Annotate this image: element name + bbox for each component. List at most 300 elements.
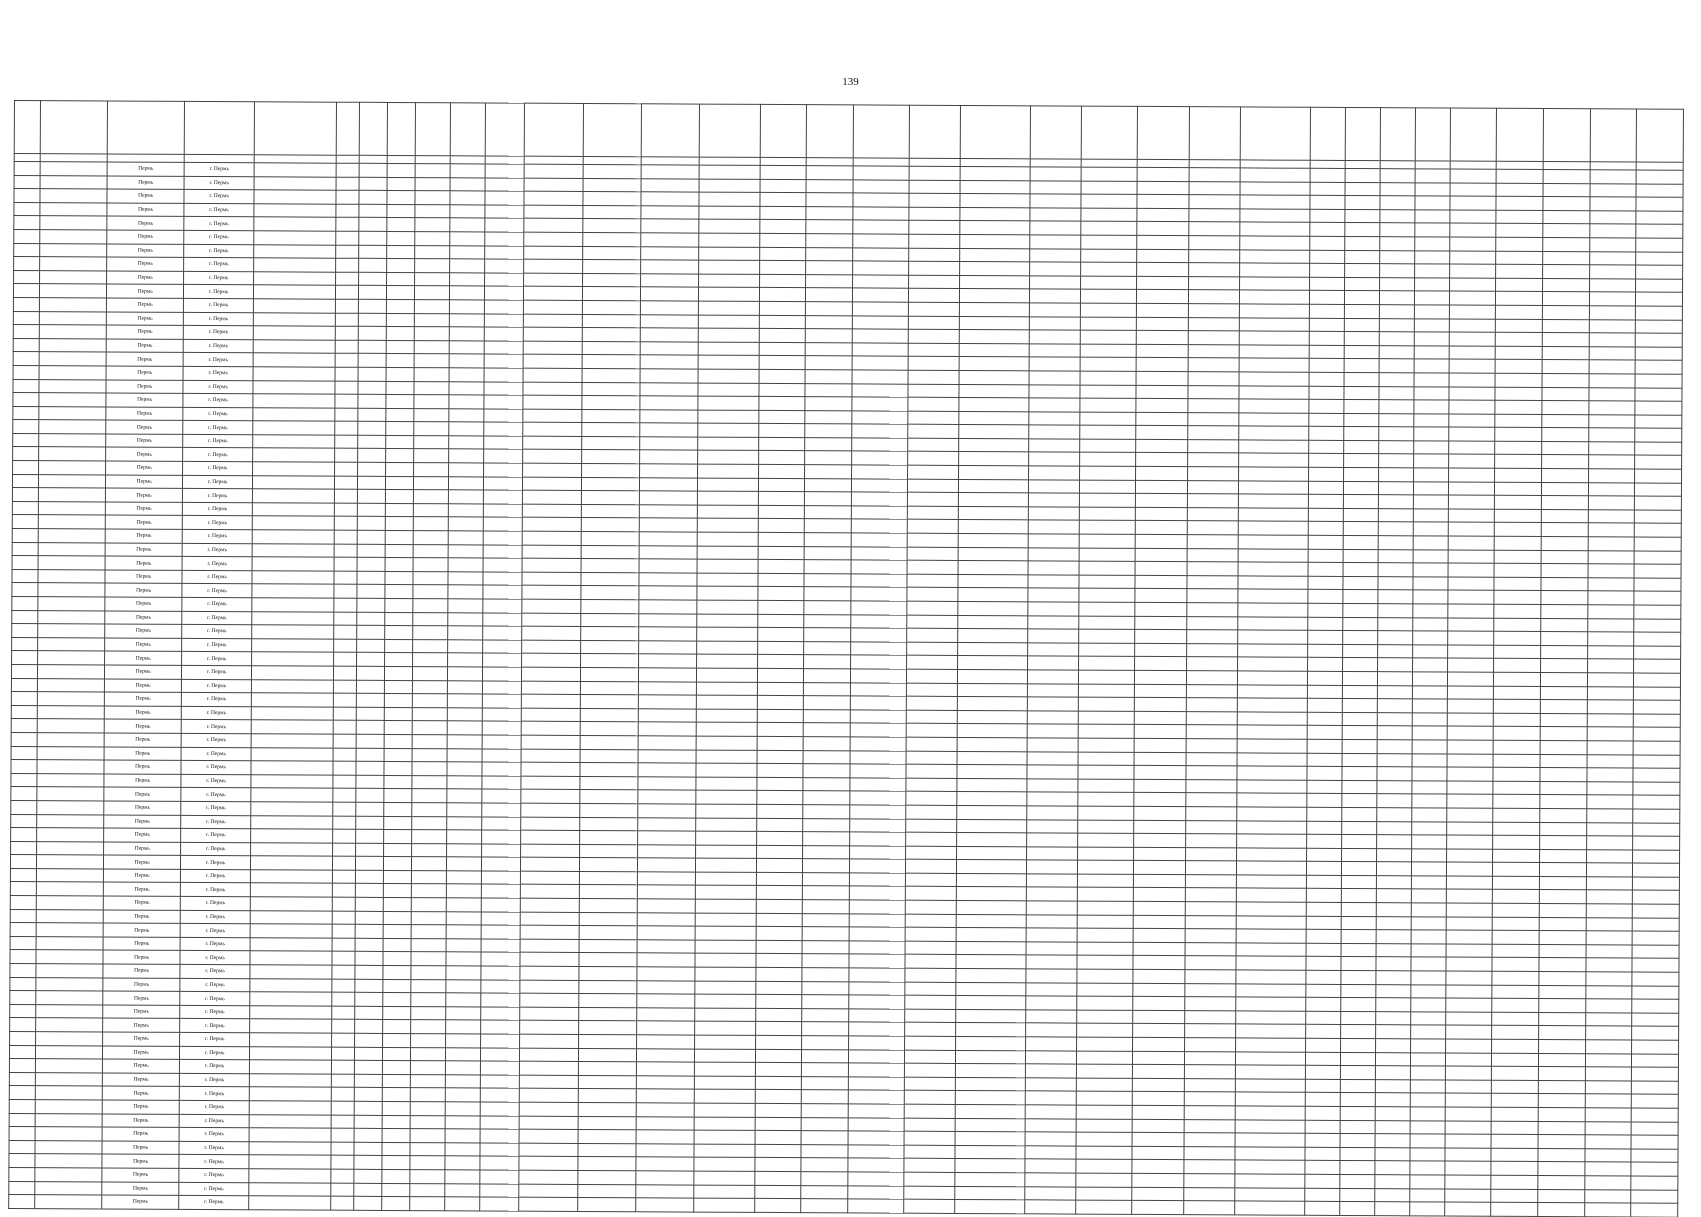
table-cell — [1344, 264, 1379, 278]
table-cell — [1539, 863, 1586, 877]
table-cell — [14, 202, 40, 216]
table-cell: Пермь — [107, 271, 184, 285]
table-cell — [1539, 972, 1586, 986]
table-cell — [1308, 535, 1343, 549]
table-cell — [1632, 1026, 1679, 1040]
table-cell — [1378, 508, 1413, 522]
table-cell — [639, 586, 697, 600]
table-cell — [850, 669, 906, 683]
table-cell — [577, 1184, 635, 1198]
table-cell — [906, 737, 957, 751]
table-cell — [1080, 534, 1136, 548]
table-cell — [1310, 236, 1345, 250]
table-cell: г. Пермь — [179, 1182, 249, 1196]
table-cell — [10, 991, 36, 1005]
table-cell — [907, 601, 958, 615]
table-cell — [1448, 536, 1495, 550]
table-cell — [579, 803, 637, 817]
table-cell — [1413, 549, 1448, 563]
table-cell — [1308, 495, 1343, 509]
table-cell — [1186, 684, 1237, 698]
table-cell — [1183, 1174, 1234, 1188]
table-cell — [1540, 781, 1587, 795]
table-cell — [485, 164, 525, 178]
table-cell — [522, 586, 580, 600]
table-cell — [807, 166, 854, 180]
table-cell — [760, 206, 807, 220]
table-cell — [412, 775, 447, 789]
table-cell — [1239, 426, 1309, 440]
table-cell — [638, 749, 696, 763]
table-cell — [803, 777, 850, 791]
table-cell — [522, 694, 580, 708]
table-cell — [35, 1032, 103, 1046]
table-cell — [249, 1141, 331, 1155]
table-cell — [331, 1060, 354, 1074]
table-cell: г. Пермь — [181, 761, 251, 775]
table-cell — [1029, 452, 1080, 466]
table-cell — [802, 981, 849, 995]
column-number-cell — [1380, 161, 1415, 169]
table-cell — [254, 244, 336, 258]
table-cell — [1341, 930, 1376, 944]
table-cell — [804, 669, 851, 683]
table-cell — [957, 846, 1027, 860]
table-cell — [1413, 590, 1448, 604]
table-cell — [479, 1197, 519, 1211]
table-cell — [1306, 902, 1341, 916]
table-cell — [1135, 643, 1186, 657]
table-cell — [1411, 971, 1446, 985]
header-cell — [1082, 106, 1138, 159]
table-cell — [450, 191, 485, 205]
table-cell — [480, 1116, 520, 1130]
table-cell — [447, 775, 482, 789]
table-cell: г. Пермь — [181, 842, 251, 856]
table-cell — [640, 409, 698, 423]
table-cell: Пермь — [104, 733, 181, 747]
table-cell — [1343, 481, 1378, 495]
table-cell — [11, 773, 37, 787]
table-cell — [481, 884, 521, 898]
table-cell — [1492, 1026, 1539, 1040]
table-cell — [1186, 779, 1237, 793]
table-cell — [1496, 251, 1543, 265]
table-cell — [805, 546, 852, 560]
table-cell — [1380, 223, 1415, 237]
table-cell — [1411, 849, 1446, 863]
table-cell: г. Пермь — [183, 326, 253, 340]
table-cell — [483, 436, 523, 450]
table-cell — [1447, 631, 1494, 645]
table-cell — [522, 613, 580, 627]
table-cell — [581, 599, 639, 613]
table-cell — [1492, 1012, 1539, 1026]
header-cell — [1380, 108, 1415, 161]
table-cell — [1590, 183, 1637, 197]
table-cell — [9, 1113, 35, 1127]
table-cell: Пермь — [107, 257, 184, 271]
table-cell — [1137, 222, 1188, 236]
table-cell — [355, 911, 383, 925]
table-cell — [1238, 630, 1308, 644]
table-cell — [1078, 820, 1134, 834]
table-cell — [638, 681, 696, 695]
table-cell — [853, 179, 909, 193]
table-cell — [12, 488, 38, 502]
table-cell — [35, 977, 103, 991]
table-cell — [906, 710, 957, 724]
table-cell — [1026, 1010, 1077, 1024]
table-cell — [1414, 237, 1449, 251]
table-cell — [802, 1117, 849, 1131]
table-cell — [252, 666, 334, 680]
table-cell — [449, 408, 484, 422]
table-cell — [760, 165, 807, 179]
table-cell — [1078, 928, 1134, 942]
table-cell — [1410, 1161, 1445, 1175]
table-cell — [523, 422, 581, 436]
table-cell — [35, 1113, 103, 1127]
table-cell — [955, 1145, 1025, 1159]
table-cell — [1344, 250, 1379, 264]
table-cell — [9, 1154, 35, 1168]
table-cell — [1376, 862, 1411, 876]
table-cell — [1586, 809, 1633, 823]
table-cell — [449, 368, 484, 382]
table-cell — [1541, 618, 1588, 632]
table-cell — [581, 518, 639, 532]
table-cell — [1542, 319, 1589, 333]
table-cell — [484, 286, 524, 300]
table-cell — [1493, 767, 1540, 781]
table-cell — [1447, 672, 1494, 686]
table-cell — [447, 708, 482, 722]
table-cell — [412, 762, 447, 776]
table-cell — [480, 1170, 520, 1184]
column-number-cell — [14, 154, 40, 162]
table-cell — [1586, 890, 1633, 904]
table-cell — [335, 218, 358, 232]
column-number-cell — [1030, 159, 1081, 167]
table-cell — [1492, 917, 1539, 931]
table-cell — [249, 1155, 331, 1169]
table-cell — [1235, 1174, 1305, 1188]
table-cell — [445, 1102, 480, 1116]
table-cell — [412, 707, 447, 721]
table-cell — [1076, 1173, 1132, 1187]
table-cell — [449, 273, 484, 287]
table-cell — [1079, 629, 1135, 643]
table-cell — [521, 898, 579, 912]
table-cell: г. Пермь — [180, 964, 250, 978]
table-cell — [383, 979, 411, 993]
table-cell — [1492, 1039, 1539, 1053]
table-cell — [39, 284, 107, 298]
table-cell — [36, 882, 104, 896]
table-cell — [35, 1140, 103, 1154]
table-cell — [1078, 752, 1134, 766]
table-cell — [1540, 659, 1587, 673]
table-cell — [523, 477, 581, 491]
table-cell — [1077, 983, 1133, 997]
table-cell — [1134, 861, 1185, 875]
table-cell — [957, 710, 1027, 724]
table-cell — [10, 950, 36, 964]
table-cell — [40, 189, 108, 203]
table-cell — [37, 733, 105, 747]
table-cell — [1493, 740, 1540, 754]
table-cell — [960, 166, 1030, 180]
table-cell — [1634, 632, 1681, 646]
table-cell — [38, 406, 106, 420]
table-cell — [356, 721, 384, 735]
table-cell — [853, 193, 909, 207]
table-cell — [694, 1144, 755, 1158]
table-cell — [1589, 251, 1636, 265]
table-cell — [413, 463, 448, 477]
table-cell — [582, 273, 640, 287]
table-cell — [802, 1104, 849, 1118]
table-cell: Пермь — [106, 420, 183, 434]
table-cell — [755, 1076, 802, 1090]
table-cell — [908, 452, 959, 466]
table-cell — [755, 1117, 802, 1131]
table-cell — [957, 887, 1027, 901]
table-cell: г. Пермь — [179, 1100, 249, 1114]
table-cell — [13, 284, 39, 298]
table-cell — [1080, 521, 1136, 535]
table-cell — [1342, 658, 1377, 672]
table-cell — [696, 777, 757, 791]
table-cell — [638, 654, 696, 668]
table-cell — [9, 1072, 35, 1086]
table-cell — [383, 884, 411, 898]
table-cell — [1345, 168, 1380, 182]
table-cell — [1237, 807, 1307, 821]
table-cell — [1543, 197, 1590, 211]
table-cell — [1375, 1025, 1410, 1039]
table-cell — [1135, 725, 1186, 739]
table-cell — [1184, 1146, 1235, 1160]
table-cell — [482, 721, 522, 735]
table-cell — [1186, 671, 1237, 685]
table-cell — [358, 367, 386, 381]
table-cell — [384, 762, 412, 776]
table-cell — [1631, 1081, 1678, 1095]
table-cell — [640, 287, 698, 301]
table-cell — [385, 463, 413, 477]
table-cell — [1137, 290, 1188, 304]
table-cell — [1079, 643, 1135, 657]
table-cell — [956, 1050, 1026, 1064]
table-cell — [413, 571, 448, 585]
table-cell — [1079, 738, 1135, 752]
table-cell — [1080, 412, 1136, 426]
table-cell — [359, 258, 387, 272]
table-cell — [1540, 795, 1587, 809]
table-cell: г. Пермь — [180, 978, 250, 992]
table-cell — [805, 465, 852, 479]
table-cell — [520, 1061, 578, 1075]
table-cell — [804, 628, 851, 642]
table-cell — [522, 654, 580, 668]
table-cell — [908, 397, 959, 411]
table-cell — [1539, 876, 1586, 890]
table-cell — [850, 846, 906, 860]
table-cell — [1026, 1064, 1077, 1078]
table-cell — [1415, 169, 1450, 183]
table-cell — [756, 981, 803, 995]
table-cell — [1239, 331, 1309, 345]
table-cell — [756, 872, 803, 886]
table-cell — [1588, 442, 1635, 456]
table-cell — [251, 842, 333, 856]
table-cell — [1377, 699, 1412, 713]
table-cell — [1584, 1162, 1631, 1176]
table-cell — [1235, 1079, 1305, 1093]
table-cell — [1133, 1024, 1184, 1038]
table-cell — [12, 569, 38, 583]
table-cell — [414, 313, 449, 327]
table-cell — [1078, 901, 1134, 915]
table-cell — [1412, 658, 1447, 672]
table-cell — [253, 421, 335, 435]
table-cell — [333, 761, 356, 775]
table-cell — [447, 667, 482, 681]
table-cell — [1308, 481, 1343, 495]
table-cell — [1081, 262, 1137, 276]
table-cell — [10, 855, 36, 869]
table-cell — [1493, 903, 1540, 917]
table-cell — [524, 232, 582, 246]
table-cell — [1132, 1173, 1183, 1187]
table-cell — [1136, 358, 1187, 372]
table-cell — [695, 981, 756, 995]
table-cell — [1306, 957, 1341, 971]
table-cell — [1447, 726, 1494, 740]
table-cell — [483, 490, 523, 504]
table-cell — [638, 668, 696, 682]
table-cell — [483, 545, 523, 559]
table-cell: Пермь — [103, 978, 180, 992]
table-cell — [447, 694, 482, 708]
table-cell — [523, 504, 581, 518]
table-cell — [385, 503, 413, 517]
table-cell — [1133, 983, 1184, 997]
table-cell — [411, 884, 446, 898]
table-cell — [694, 1171, 755, 1185]
table-cell — [697, 532, 758, 546]
table-cell — [38, 461, 106, 475]
table-cell — [1631, 1203, 1678, 1217]
table-cell — [639, 573, 697, 587]
table-cell — [698, 464, 759, 478]
column-number-cell — [1138, 159, 1189, 167]
table-cell — [382, 1088, 410, 1102]
table-cell — [1189, 208, 1240, 222]
table-cell — [449, 381, 484, 395]
table-cell: Пермь — [103, 923, 180, 937]
table-cell — [522, 667, 580, 681]
table-cell — [414, 286, 449, 300]
table-cell — [1025, 1091, 1076, 1105]
table-cell — [636, 1076, 694, 1090]
table-cell — [358, 435, 386, 449]
table-cell — [1308, 467, 1343, 481]
column-number-cell — [1450, 161, 1497, 169]
table-cell — [382, 1033, 410, 1047]
table-cell — [387, 163, 415, 177]
table-cell — [851, 492, 907, 506]
table-cell — [356, 775, 384, 789]
table-cell — [583, 164, 641, 178]
table-cell — [960, 262, 1030, 276]
table-cell — [1235, 1092, 1305, 1106]
table-cell — [955, 1118, 1025, 1132]
table-cell — [480, 1020, 520, 1034]
table-cell — [638, 831, 696, 845]
table-cell — [1185, 888, 1236, 902]
table-cell — [448, 572, 483, 586]
table-cell — [696, 750, 757, 764]
table-cell — [757, 655, 804, 669]
table-cell — [1635, 320, 1682, 334]
table-cell — [909, 207, 960, 221]
table-cell — [957, 724, 1027, 738]
table-cell — [579, 871, 637, 885]
table-cell — [849, 968, 905, 982]
table-cell — [335, 245, 358, 259]
table-cell — [1447, 604, 1494, 618]
table-cell — [252, 652, 334, 666]
table-cell — [447, 653, 482, 667]
table-cell — [580, 681, 638, 695]
table-cell — [1448, 563, 1495, 577]
table-cell — [249, 1196, 331, 1210]
table-cell — [1307, 726, 1342, 740]
table-cell — [1379, 345, 1414, 359]
table-cell — [1447, 686, 1494, 700]
table-cell — [1306, 970, 1341, 984]
table-cell — [382, 1197, 410, 1211]
table-cell — [480, 1061, 520, 1075]
table-cell: Пермь — [103, 1032, 180, 1046]
table-cell — [1237, 725, 1307, 739]
table-cell — [755, 1008, 802, 1022]
table-cell — [1305, 1133, 1340, 1147]
table-cell — [482, 789, 522, 803]
header-cell — [359, 102, 387, 155]
table-cell — [695, 899, 756, 913]
table-cell — [450, 205, 485, 219]
table-cell — [254, 176, 336, 190]
table-cell — [639, 641, 697, 655]
table-cell — [850, 818, 906, 832]
table-cell — [955, 1159, 1025, 1173]
table-cell: г. Пермь — [183, 380, 253, 394]
table-cell — [36, 828, 104, 842]
table-cell — [755, 1049, 802, 1063]
table-cell: Пермь — [105, 638, 182, 652]
table-cell — [331, 1142, 354, 1156]
table-cell — [756, 940, 803, 954]
table-cell — [445, 1197, 480, 1211]
table-cell — [1341, 984, 1376, 998]
table-cell — [1239, 399, 1309, 413]
table-cell — [1345, 209, 1380, 223]
table-cell — [1079, 561, 1135, 575]
